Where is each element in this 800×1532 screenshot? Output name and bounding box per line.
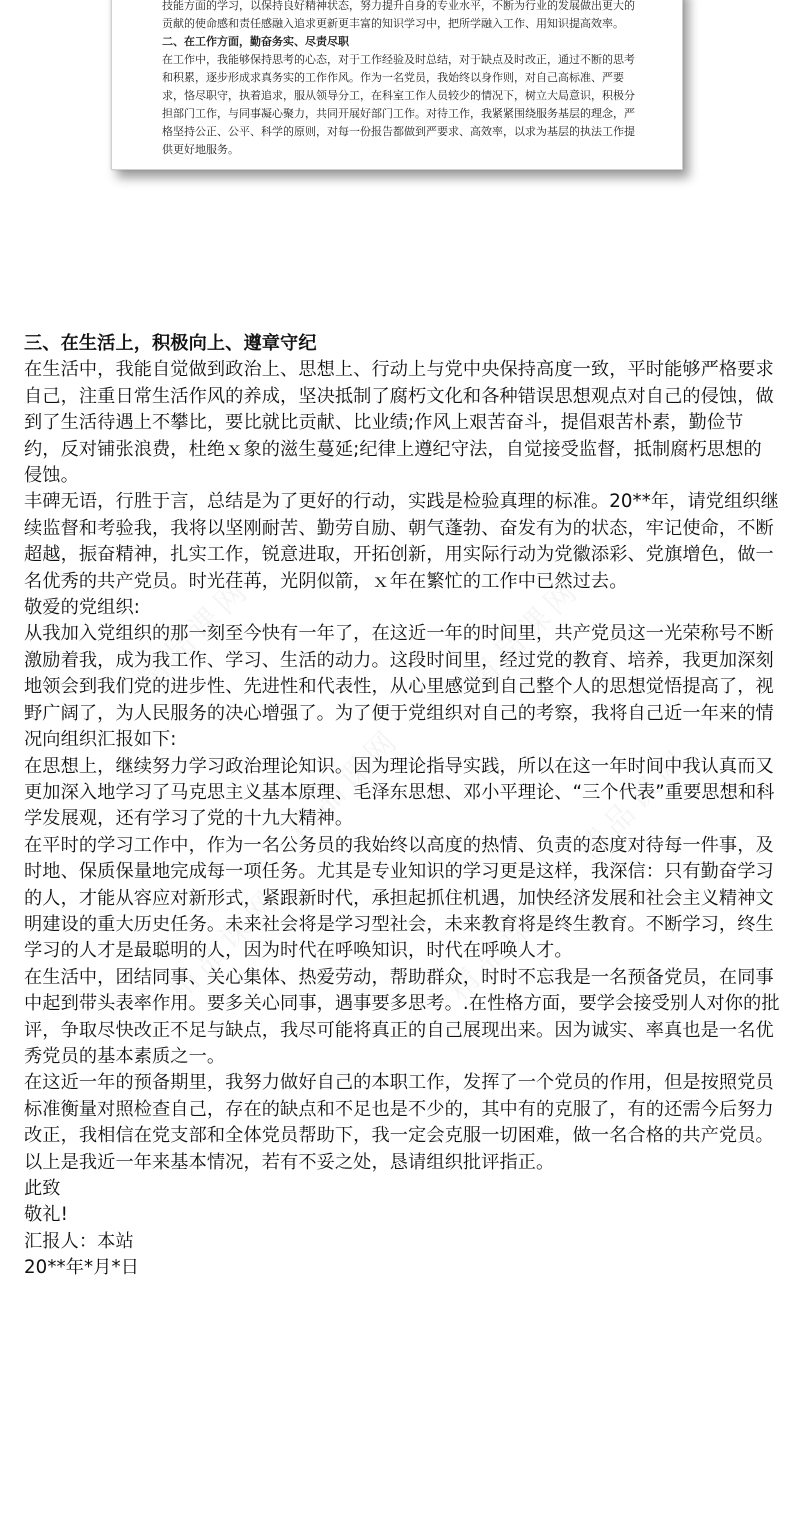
preview-text xyxy=(162,0,642,159)
paragraph-thought: 在思想上，继续努力学习政治理论知识。因为理论指导实践，所以在这一年时间中我认真而又更加深入地学习了马克思主义基本原理、毛泽东思想、邓小平理论、“三个代表”重要思想和科学发展观，还有学习了党的十九大精神。 xyxy=(24,755,775,830)
watermark: 精品课网 xyxy=(461,571,588,698)
watermark: 精品课网 xyxy=(161,881,288,1008)
document-body xyxy=(24,331,780,1282)
reporter-signature: 汇报人：本站 xyxy=(24,1230,134,1252)
watermark: 精品课网 xyxy=(131,571,258,698)
preview-page xyxy=(111,0,683,170)
paragraph-summary: 丰碑无语，行胜于言，总结是为了更好的行动，实践是检验真理的标准。20**年，请党组织继续监督和考验我，我将以坚刚耐苦、勤劳自励、朝气蓬勃、奋发有为的状态，牢记使命，不断超越，振奋精神，扎实工作，锐意进取，开拓创新，用实际行动为党徽添彩、党旗增色，做一名优秀的共产党员。时光荏苒，光阴似箭，ｘ年在繁忙的工作中已然过去。 xyxy=(24,491,779,592)
report-date: 20**年*月*日 xyxy=(24,1257,139,1279)
paragraph-study-work: 在平时的学习工作中，作为一名公务员的我始终以高度的热情、负责的态度对待每一件事，及时地、保质保量地完成每一项任务。尤其是专业知识的学习更是这样，我深信：只有勤奋学习的人，才能从容应对新形式，紧跟新时代，承担起抓住机遇，加快经济发展和社会主义精神文明建设的重大历史任务。未来社会将是学习型社会，未来教育将是终生教育。不断学习，终生学习的人才是最聪明的人，因为时代在呼唤知识，时代在呼唤人才。 xyxy=(24,834,774,962)
paragraph-closing: 以上是我近一年来基本情况，若有不妥之处，恳请组织批评指正。 xyxy=(24,1151,555,1173)
preview-paragraph: 技能方面的学习，以保持良好精神状态，努力提升自身的专业水平，不断为行业的发展做出更大的贡献的使命感和责任感融入追求更新更丰富的知识学习中，把所学融入工作、用知识提高效率。 xyxy=(162,0,635,30)
preview-paragraph: 在工作中，我能够保持思考的心态，对于工作经验及时总结，对于缺点及时改正，通过不断的思考和积累，逐步形成求真务实的工作作风。作为一名党员，我始终以身作则，对自己高标准、严要求，恪尽职守，执着追求，服从领导分工，在科室工作人员较少的情况下，树立大局意识，积极分担部门工作，与同事凝心聚力，共同开展好部门工作。对待工作，我紧紧围绕服务基层的理念，严格坚持公正、公平、科学的原则，对每一份报告都做到严要求、高效率，以求为基层的执法工作提供更好地服务。 xyxy=(162,53,635,156)
paragraph-life: 在生活中，我能自觉做到政治上、思想上、行动上与党中央保持高度一致，平时能够严格要求自己，注重日常生活作风的养成，坚决抵制了腐朽文化和各种错误思想观点对自己的侵蚀，做到了生活待遇上不攀比，要比就比贡献、比业绩;作风上艰苦奋斗，提倡艰苦朴素，勤俭节约，反对铺张浪费，杜绝ｘ象的滋生蔓延;纪律上遵纪守法，自觉接受监督，抵制腐朽思想的侵蚀。 xyxy=(24,359,774,487)
preview-heading: 二、在工作方面，勤奋务实、尽责尽职 xyxy=(162,35,349,48)
paragraph-intro: 从我加入党组织的那一刻至今快有一年了，在这近一年的时间里，共产党员这一光荣称号不断激励着我，成为我工作、学习、生活的动力。这段时间里，经过党的教育、培养，我更加深刻地领会到我们党的进步性、先进性和代表性，从心里感觉到自己整个人的思想觉悟提高了，视野广阔了，为人民服务的决心增强了。为了便于党组织对自己的考察，我将自己近一年来的情况向组织汇报如下: xyxy=(24,623,774,751)
watermark: 精品课网 xyxy=(441,881,568,1008)
closing-salute: 敬礼! xyxy=(24,1204,68,1226)
watermark: 精品课网 xyxy=(571,741,698,868)
paragraph-probation: 在这近一年的预备期里，我努力做好自己的本职工作，发挥了一个党员的作用，但是按照党员标准衡量对照检查自己，存在的缺点和不足也是不少的，其中有的克服了，有的还需今后努力改正，我相信在党支部和全体党员帮助下，我一定会克服一切困难，做一名合格的共产党员。 xyxy=(24,1072,774,1147)
section-heading: 三、在生活上，积极向上、遵章守纪 xyxy=(24,333,317,354)
watermark: 精品课网 xyxy=(281,721,408,848)
page-preview-card xyxy=(111,0,683,170)
paragraph-daily-life: 在生活中，团结同事、关心集体、热爱劳动，帮助群众，时时不忘我是一名预备党员，在同事中起到带头表率作用。要多关心同事，遇事要多思考。.在性格方面，要学会接受别人对你的批评，争取尽快改正不足与缺点，我尽可能将真正的自己展现出来。因为诚实、率真也是一名优秀党员的基本素质之一。 xyxy=(24,966,780,1067)
closing-greeting: 此致 xyxy=(24,1178,61,1199)
salutation: 敬爱的党组织: xyxy=(24,597,140,619)
